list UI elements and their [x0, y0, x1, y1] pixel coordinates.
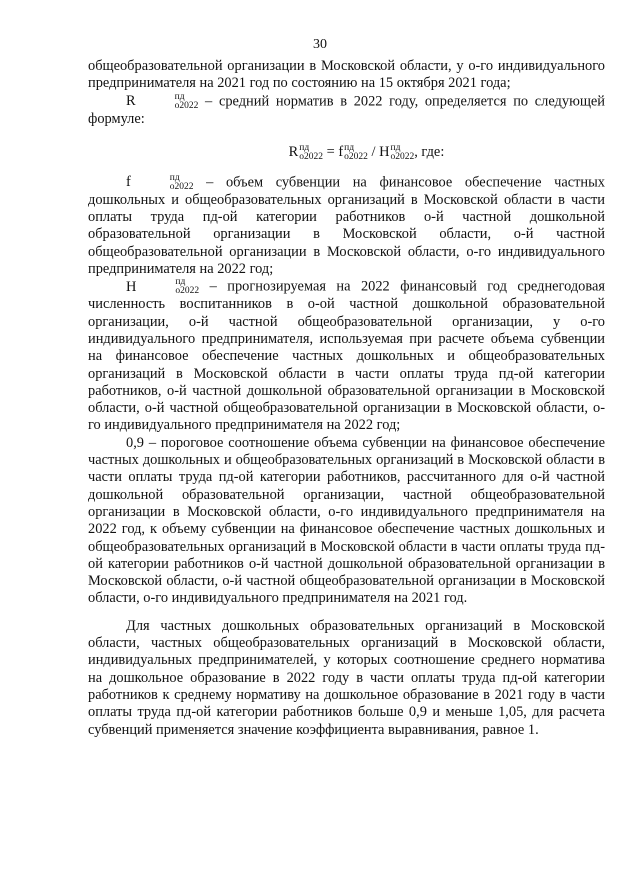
- paragraph-h-definition: [88, 278, 605, 434]
- formula-lhs-base: R: [288, 143, 299, 160]
- paragraph-equalization: Для частных дошкольных образовательных организаций в Московской области, частных общеобразовательных организаций в Московской области, индивидуальных предпринимателей, у которых соотношение среднего норматива на дошкольное образование в 2022 году в части оплаты труда пд-ой категории работников к среднему нормативу на дошкольное образование в 2021 году в части оплаты труда пд-ой категории работников больше 0,9 и меньше 1,05, для расчета субвенций применяется значение коэффициента выравнивания, равное 1.: [88, 617, 605, 738]
- formula-lhs-sup: пд: [299, 142, 310, 153]
- formula-f-sub: о2022: [344, 151, 368, 162]
- symbol-h-sup: пд: [175, 277, 186, 288]
- symbol-r-indices: [137, 93, 199, 111]
- paragraph-continuation: общеобразовательной организации в Московской области, у о-го индивидуального предпринимателя на 2021 год по состоянию на 15 октября 2021 года;: [88, 58, 605, 92]
- formula-h-sup: пд: [390, 142, 401, 153]
- formula-divide: /: [367, 143, 380, 160]
- symbol-f-base: f: [126, 174, 131, 191]
- formula-h-indices: [390, 144, 414, 162]
- paragraph-r-text: – средний норматив в 2022 году, определяется по следующей формуле:: [88, 92, 605, 127]
- formula-f-base: f: [338, 143, 344, 160]
- formula-lhs-indices: [299, 144, 323, 162]
- paragraph-f-definition: [88, 174, 605, 278]
- formula-tail: , где:: [414, 143, 445, 160]
- paragraph-r-definition: [88, 93, 605, 128]
- formula-lhs: [289, 144, 323, 160]
- symbol-r-sup: пд: [174, 91, 185, 102]
- formula: [88, 142, 605, 162]
- formula-h-sub: о2022: [390, 151, 415, 162]
- symbol-f: [126, 174, 194, 190]
- formula-lhs-sub: о2022: [299, 151, 324, 162]
- symbol-r-base: R: [126, 92, 136, 109]
- symbol-f-sub: о2022: [169, 181, 194, 192]
- formula-f: [338, 144, 368, 160]
- symbol-f-sup: пд: [169, 172, 180, 183]
- page-number: 30: [313, 37, 327, 52]
- paragraph-f-text: – объем субвенции на финансовое обеспечение частных дошкольных и общеобразовательных организаций в Московской области в части оплаты труда пд-ой категории работников о-й частной дошкольной образовательной организации в Московской области, о-й частной общеобразовательной организации в Московской области, о-го индивидуального предпринимателя на 2022 год;: [88, 174, 605, 278]
- formula-h: [379, 144, 414, 160]
- symbol-r-sub: о2022: [174, 100, 199, 111]
- document-body: [88, 58, 605, 739]
- formula-h-base: Н: [379, 143, 390, 160]
- symbol-h: [126, 279, 199, 295]
- formula-f-indices: [344, 144, 368, 162]
- symbol-h-indices: [137, 278, 199, 296]
- paragraph-threshold: 0,9 – пороговое соотношение объема субвенции на финансовое обеспечение частных дошкольных и общеобразовательных организаций в Московской области в части оплаты труда пд-ой категории работников, рассчитанного для о-й частной дошкольной образовательной организации, частной общеобразовательной организации в Московской области, о-го индивидуального предпринимателя на 2022 год, к объему субвенции на финансовое обеспечение частных дошкольных и общеобразовательных организаций в Московской области в части оплаты труда пд-ой категории работников о-й частной дошкольной образовательной организации в Московской области, о-й частной общеобразовательной организации в Московской области, о-го индивидуального предпринимателя на 2021 год.: [88, 434, 605, 607]
- symbol-h-base: Н: [126, 278, 137, 295]
- symbol-h-sub: о2022: [175, 286, 200, 297]
- symbol-f-indices: [132, 174, 194, 192]
- formula-f-sup: пд: [344, 142, 355, 153]
- paragraph-h-text: – прогнозируемая на 2022 финансовый год среднегодовая численность воспитанников в о-ой частной дошкольной образовательной организации, о-й частной общеобразовательной организации, у о-го индивидуального предпринимателя, используемая при расчете объема субвенции на финансовое обеспечение частных дошкольных и общеобразовательных организаций в Московской области в части оплаты труда пд-ой категории работников, о-й частной дошкольной образовательной организации в Московской области, о-й частной общеобразовательной организации в Московской области, о-го индивидуального предпринимателя на 2022 год;: [88, 278, 605, 434]
- formula-equals: =: [323, 143, 339, 160]
- symbol-r: [126, 93, 198, 109]
